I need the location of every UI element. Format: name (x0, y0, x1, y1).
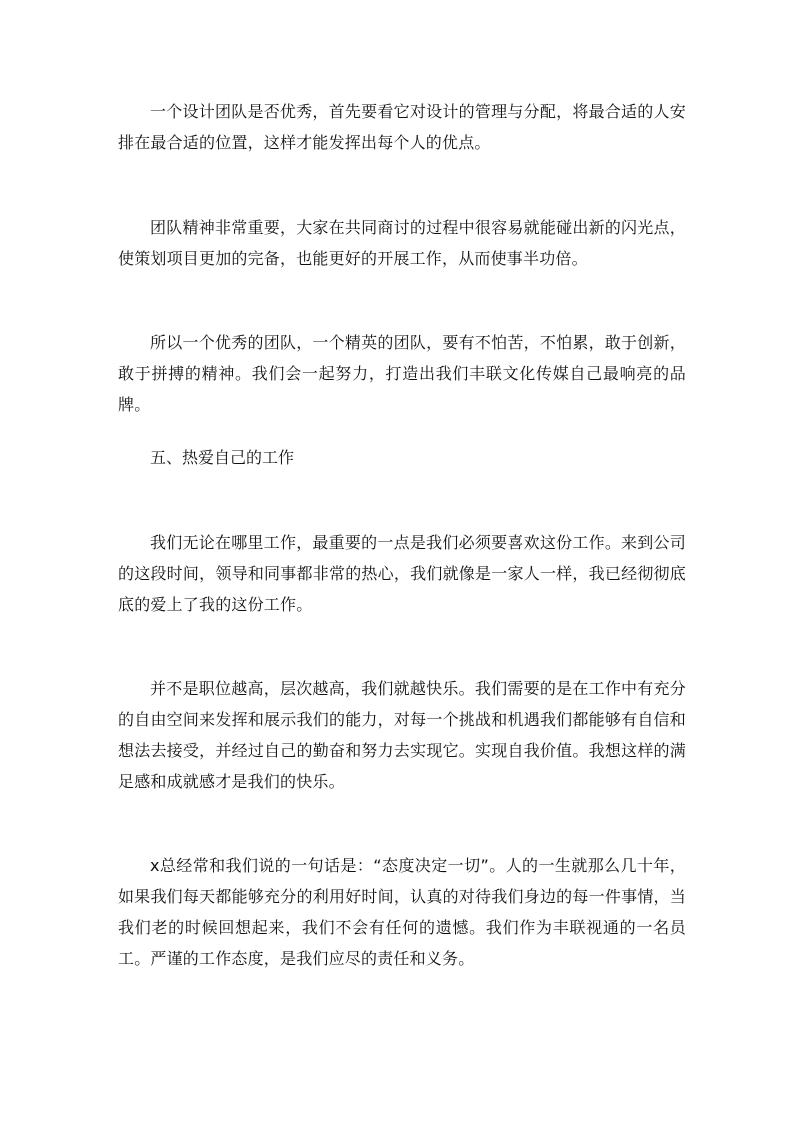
paragraph-team-spirit: 团队精神非常重要，大家在共同商讨的过程中很容易就能碰出新的闪光点，使策划项目更加的完备，也能更好的开展工作，从而使事半功倍。 (118, 218, 686, 268)
paragraph-team-management: 一个设计团队是否优秀，首先要看它对设计的管理与分配，将最合适的人安排在最合适的位置，这样才能发挥出每个人的优点。 (118, 102, 686, 152)
paragraph-happiness: 并不是职位越高，层次越高，我们就越快乐。我们需要的是在工作中有充分的自由空间来发挥和展示我们的能力，对每一个挑战和机遇我们都能够有自信和想法去接受，并经过自己的勤奋和努力去实现它。实现自我价值。我想这样的满足感和成就感才是我们的快乐。 (118, 679, 686, 791)
paragraph-love-work: 我们无论在哪里工作，最重要的一点是我们必须要喜欢这份工作。来到公司的这段时间，领导和同事都非常的热心，我们就像是一家人一样，我已经彻彻底底的爱上了我的这份工作。 (118, 533, 686, 614)
section-heading: 五、热爱自己的工作 (150, 448, 295, 467)
paragraph-attitude: x总经常和我们说的一句话是：“态度决定一切”。人的一生就那么几十年，如果我们每天都能够充分的利用好时间，认真的对待我们身边的每一件事情，当我们老的时候回想起来，我们不会有任何的遗憾。我们作为丰联视通的一名员工。严谨的工作态度，是我们应尽的责任和义务。 (118, 856, 686, 968)
paragraph-excellent-team: 所以一个优秀的团队，一个精英的团队，要有不怕苦，不怕累，敢于创新，敢于拼搏的精神。我们会一起努力，打造出我们丰联文化传媒自己最响亮的品牌。 (118, 333, 686, 414)
